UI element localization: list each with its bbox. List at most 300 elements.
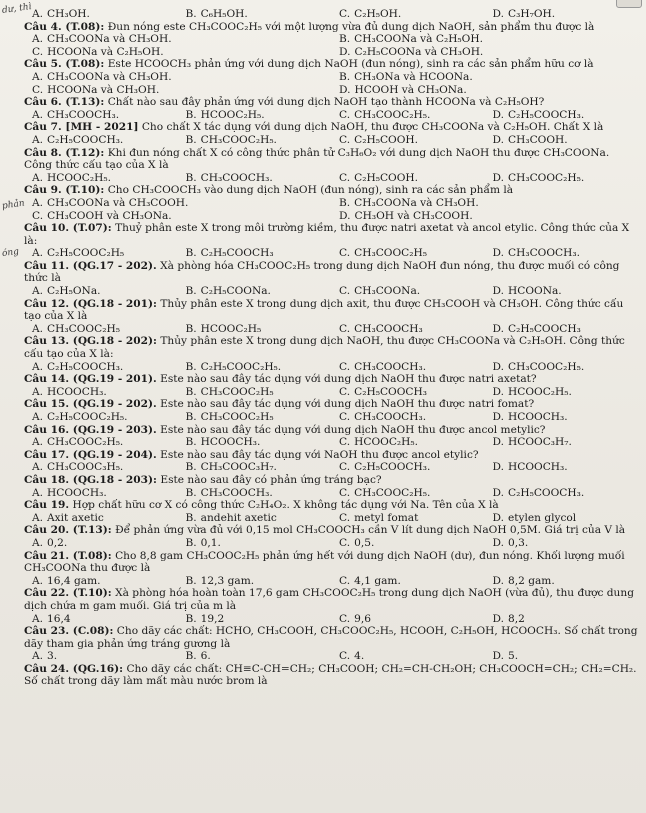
question-number: Câu 22. (T.10): <box>24 587 112 600</box>
answer-option[interactable] <box>24 323 178 336</box>
option-text: C₆H₅OH. <box>200 8 248 20</box>
question-number: Câu 23. (C.08): <box>24 625 114 638</box>
option-letter: D. <box>492 360 504 373</box>
question-item <box>24 58 638 96</box>
option-text: HCOOCH₃. <box>507 411 568 423</box>
answer-options <box>24 109 638 122</box>
question-number: Câu 12. (QG.18 - 201): <box>24 297 157 310</box>
answer-options <box>24 247 638 260</box>
answer-option[interactable] <box>331 33 638 46</box>
question-stem <box>24 260 638 285</box>
option-text: C₂H₅ONa. <box>47 285 101 298</box>
question-number: Câu 16. (QG.19 - 203). <box>24 423 157 436</box>
answer-options <box>24 613 638 626</box>
option-letter: A. <box>32 133 44 146</box>
answer-option[interactable] <box>24 285 178 298</box>
answer-option[interactable] <box>178 512 332 525</box>
answer-option[interactable] <box>24 361 178 374</box>
option-text: C₂H₅COOCH₃. <box>47 360 124 373</box>
question-item <box>24 550 638 588</box>
answer-option[interactable] <box>178 323 332 336</box>
option-letter: B. <box>185 574 197 587</box>
question-stem <box>24 121 638 134</box>
question-item <box>24 21 638 59</box>
question-stem <box>24 147 638 172</box>
option-letter: C. <box>339 133 351 146</box>
option-text: CH₃COONa và CH₃OH. <box>47 33 172 46</box>
option-letter: D. <box>492 411 504 423</box>
question-stem <box>24 96 638 109</box>
answer-options <box>24 461 638 474</box>
option-text: 0,1. <box>200 536 221 549</box>
answer-option[interactable] <box>331 172 485 185</box>
answer-option[interactable] <box>178 650 332 663</box>
option-text: CH₃COONa. <box>354 285 421 298</box>
answer-option[interactable] <box>24 172 178 185</box>
answer-option[interactable] <box>331 285 485 298</box>
option-text: CH₃COOC₂H₅. <box>47 436 124 449</box>
answer-option[interactable] <box>24 8 178 21</box>
corner-tab <box>616 0 642 8</box>
question-stem <box>24 663 638 688</box>
question-item <box>24 499 638 524</box>
option-text: 4,1 gam. <box>354 574 401 587</box>
option-text: HCOOCH₃. <box>47 385 107 398</box>
option-text: C₂H₅COOCH₃. <box>47 133 124 146</box>
answer-option[interactable] <box>24 134 178 147</box>
question-number: Câu 5. (T.08): <box>24 58 105 71</box>
answer-options <box>24 361 638 374</box>
answer-option[interactable] <box>178 386 332 399</box>
option-text: 19,2 <box>200 612 225 625</box>
answer-option[interactable] <box>24 411 178 424</box>
question-text: Este nào sau đây có phản ứng tráng bạc? <box>160 473 382 486</box>
option-text: C₂H₅COOC₂H₅. <box>47 411 128 423</box>
option-text: C₂H₅COOCH₃ <box>200 247 274 260</box>
question-stem <box>24 222 638 247</box>
answer-option[interactable] <box>331 487 485 500</box>
option-letter: D. <box>492 511 504 524</box>
answer-option[interactable] <box>485 436 639 449</box>
answer-option[interactable] <box>331 512 485 525</box>
option-text: C₂H₅COOCH₃ <box>354 385 428 398</box>
answer-options <box>24 33 638 58</box>
option-letter: B. <box>185 108 197 121</box>
option-text: HCOOCH₃. <box>47 486 107 499</box>
answer-option[interactable] <box>24 512 178 525</box>
question-number: Câu 19. <box>24 499 70 512</box>
option-text: 0,5. <box>354 536 375 549</box>
answer-option[interactable] <box>331 461 485 474</box>
answer-option[interactable] <box>485 172 639 185</box>
option-text: HCOOH và CH₃ONa. <box>354 83 467 96</box>
answer-option[interactable] <box>24 84 331 97</box>
option-text: CH₃COOCH₃. <box>200 171 273 184</box>
answer-option[interactable] <box>24 613 178 626</box>
option-letter: A. <box>32 196 44 209</box>
option-letter: B. <box>339 196 351 209</box>
option-text: HCOOC₂H₅ <box>200 322 262 335</box>
answer-option[interactable] <box>178 172 332 185</box>
option-text: C₂H₅COOCH₃ <box>507 322 581 335</box>
answer-option[interactable] <box>331 8 485 21</box>
answer-option[interactable] <box>178 361 332 374</box>
answer-option[interactable] <box>178 613 332 626</box>
answer-option[interactable] <box>24 46 331 59</box>
option-letter: A. <box>32 108 44 121</box>
answer-options <box>24 650 638 663</box>
option-letter: D. <box>492 612 504 625</box>
answer-options <box>24 487 638 500</box>
answer-option[interactable] <box>24 210 331 223</box>
answer-option[interactable] <box>178 436 332 449</box>
answer-option[interactable] <box>485 386 639 399</box>
option-letter: C. <box>339 612 351 625</box>
answer-options <box>24 8 638 21</box>
option-letter: A. <box>32 171 44 184</box>
option-letter: D. <box>492 285 504 298</box>
question-item <box>24 298 638 336</box>
option-letter: B. <box>339 70 351 83</box>
option-letter: C. <box>339 8 351 20</box>
option-text: CH₃OH. <box>47 8 90 20</box>
option-letter: A. <box>32 247 44 260</box>
option-letter: C. <box>32 209 44 222</box>
answer-option[interactable] <box>331 109 485 122</box>
margin-note-1: dư, thì <box>1 1 33 17</box>
option-letter: A. <box>32 70 44 83</box>
option-text: HCOONa và CH₃OH. <box>47 83 160 96</box>
answer-option[interactable] <box>24 247 178 260</box>
option-text: HCOOCH₃. <box>507 461 568 474</box>
option-text: 16,4 <box>47 612 71 625</box>
question-stem <box>24 335 638 360</box>
question-text: Cho chất X tác dụng với dung dịch NaOH, thu được CH₃COONa và C₂H₅OH. Chất X là <box>141 121 604 134</box>
question-stem <box>24 474 638 487</box>
option-text: etylen glycol <box>507 511 577 524</box>
answer-option[interactable] <box>485 134 639 147</box>
answer-option[interactable] <box>485 285 639 298</box>
option-letter: C. <box>339 650 351 663</box>
question-text: Đun nóng este CH₃COOC₂H₅ với một lượng vừa đủ dung dịch NaOH, sản phẩm thu được là <box>107 20 595 33</box>
question-number: Câu 15. (QG.19 - 202). <box>24 398 157 411</box>
option-letter: D. <box>492 461 504 474</box>
answer-option[interactable] <box>331 197 638 210</box>
option-text: 8,2 <box>507 612 525 625</box>
question-item <box>24 373 638 398</box>
option-letter: A. <box>32 436 44 449</box>
option-text: CH₃COOCH₃. <box>354 360 427 373</box>
question-list <box>24 8 638 688</box>
answer-option[interactable] <box>485 361 639 374</box>
question-item <box>24 663 638 688</box>
answer-option[interactable] <box>24 537 178 550</box>
question-text: Để phản ứng vừa đủ với 0,15 mol CH₃COOCH₃ cần V lít dung dịch NaOH 0,5M. Giá trị của V là <box>115 524 626 537</box>
option-letter: C. <box>339 486 351 499</box>
option-text: HCOONa. <box>507 285 562 298</box>
answer-option[interactable] <box>178 247 332 260</box>
option-letter: C. <box>339 247 351 260</box>
answer-option[interactable] <box>485 487 639 500</box>
option-letter: B. <box>185 322 197 335</box>
answer-option[interactable] <box>24 33 331 46</box>
answer-option[interactable] <box>24 386 178 399</box>
option-text: CH₃COOC₂H₅. <box>354 108 431 121</box>
question-item <box>24 8 638 21</box>
question-stem <box>24 184 638 197</box>
option-text: CH₃COOC₃H₅. <box>47 461 124 474</box>
option-text: C₃H₇OH. <box>507 8 556 20</box>
option-text: HCOOCH₃. <box>200 436 261 449</box>
option-letter: C. <box>339 411 351 423</box>
option-text: CH₃COOC₂H₅. <box>200 133 277 146</box>
question-text: Cho 8,8 gam CH₃COOC₂H₅ phản ứng hết với dung dịch NaOH (dư), đun nóng. Khối lượng muối CH₃COONa thu được là <box>24 549 625 575</box>
question-number: Câu 10. (T.07): <box>24 222 112 235</box>
option-text: CH₃COOCH₃ <box>354 322 423 335</box>
option-text: CH₃COONa và C₂H₅OH. <box>354 33 483 46</box>
option-letter: D. <box>492 574 504 587</box>
option-letter: C. <box>32 83 44 96</box>
answer-option[interactable] <box>485 8 639 21</box>
answer-option[interactable] <box>178 134 332 147</box>
option-text: 4. <box>354 650 365 663</box>
option-letter: A. <box>32 285 44 298</box>
answer-option[interactable] <box>331 575 485 588</box>
question-text: Thuỷ phân este X trong môi trường kiềm, thu được natri axetat và ancol etylic. Công thức của X là: <box>24 222 630 247</box>
question-stem <box>24 499 638 512</box>
answer-option[interactable] <box>178 109 332 122</box>
answer-option[interactable] <box>485 537 639 550</box>
answer-option[interactable] <box>178 575 332 588</box>
answer-option[interactable] <box>485 512 639 525</box>
option-text: CH₃COOC₂H₅. <box>507 171 585 184</box>
question-stem <box>24 587 638 612</box>
question-stem <box>24 373 638 386</box>
option-text: C₂H₅COOCH₃. <box>507 108 585 121</box>
question-item <box>24 147 638 185</box>
option-letter: A. <box>32 8 44 20</box>
question-number: Câu 21. (T.08): <box>24 549 112 562</box>
question-item <box>24 96 638 121</box>
question-text: Este nào sau đây tác dụng với dung dịch NaOH thu được natri axetat? <box>160 373 537 386</box>
answer-options <box>24 134 638 147</box>
answer-option[interactable] <box>24 461 178 474</box>
question-text: Khi đun nóng chất X có công thức phân tử C₃H₆O₂ với dung dịch NaOH thu được CH₃COONa. Công thức cấu tạo của X là <box>24 146 610 172</box>
option-text: metyl fomat <box>354 511 419 524</box>
answer-option[interactable] <box>24 487 178 500</box>
option-text: CH₃COOC₂H₅. <box>507 360 585 373</box>
option-text: C₂H₅COOH. <box>354 171 419 184</box>
answer-option[interactable] <box>331 650 485 663</box>
option-letter: D. <box>339 209 351 222</box>
question-text: Cho CH₃COOCH₃ vào dung dịch NaOH (đun nóng), sinh ra các sản phẩm là <box>107 184 514 197</box>
option-letter: D. <box>339 83 351 96</box>
answer-option[interactable] <box>485 613 639 626</box>
option-letter: D. <box>492 322 504 335</box>
question-text: Este HCOOCH₃ phản ứng với dung dịch NaOH (đun nóng), sinh ra các sản phẩm hữu cơ là <box>107 58 594 71</box>
option-text: C₂H₅COOC₂H₅. <box>200 360 282 373</box>
option-letter: A. <box>32 536 44 549</box>
answer-option[interactable] <box>331 361 485 374</box>
answer-option[interactable] <box>331 46 638 59</box>
question-number: Câu 4. (T.08): <box>24 20 105 33</box>
answer-option[interactable] <box>485 411 639 424</box>
answer-option[interactable] <box>485 650 639 663</box>
question-item <box>24 184 638 222</box>
option-letter: A. <box>32 650 44 663</box>
answer-options <box>24 285 638 298</box>
answer-option[interactable] <box>178 411 332 424</box>
option-letter: B. <box>185 285 197 298</box>
question-stem <box>24 58 638 71</box>
question-item <box>24 474 638 499</box>
answer-options <box>24 172 638 185</box>
answer-option[interactable] <box>485 461 639 474</box>
answer-option[interactable] <box>178 285 332 298</box>
option-letter: C. <box>339 171 351 184</box>
question-stem <box>24 524 638 537</box>
answer-option[interactable] <box>485 323 639 336</box>
question-text: Este nào sau đây tác dụng với NaOH thu được ancol etylic? <box>160 448 479 461</box>
option-text: CH₃COOC₂H₅ <box>200 385 274 398</box>
answer-options <box>24 411 638 424</box>
question-text: Este nào sau đây tác dụng với dung dịch NaOH thu được ancol metylic? <box>160 423 546 436</box>
option-letter: A. <box>32 461 44 474</box>
option-text: CH₃COOCH₃. <box>200 486 273 499</box>
option-letter: B. <box>185 411 197 423</box>
option-letter: A. <box>32 360 44 373</box>
answer-option[interactable] <box>178 8 332 21</box>
option-text: 16,4 gam. <box>47 574 101 587</box>
answer-option[interactable] <box>331 323 485 336</box>
question-stem <box>24 298 638 323</box>
answer-option[interactable] <box>331 84 638 97</box>
option-letter: D. <box>492 536 504 549</box>
answer-option[interactable] <box>24 71 331 84</box>
answer-option[interactable] <box>331 613 485 626</box>
question-text: Xà phòng hóa hoàn toàn 17,6 gam CH₃COOC₂H₅ trong dung dịch NaOH (vừa đủ), thu được dung dịch chứa m gam muối. Giá trị của m là <box>24 587 634 612</box>
option-text: C₂H₅COONa và CH₃OH. <box>354 45 484 58</box>
question-text: Thủy phân este X trong dung dịch axit, thu được CH₃COOH và CH₃OH. Công thức cấu tạo của X là <box>24 297 624 323</box>
option-text: CH₃COOC₂H₅ <box>200 411 274 423</box>
answer-option[interactable] <box>331 386 485 399</box>
question-number: Câu 24. (QG.16): <box>24 662 124 675</box>
question-text: Este nào sau đây tác dụng với dung dịch NaOH thu được natri fomat? <box>160 398 535 411</box>
answer-options <box>24 197 638 222</box>
option-text: 0,2. <box>47 536 68 549</box>
question-stem <box>24 550 638 575</box>
answer-option[interactable] <box>24 650 178 663</box>
question-item <box>24 449 638 474</box>
option-letter: B. <box>185 8 197 20</box>
answer-option[interactable] <box>485 575 639 588</box>
answer-options <box>24 436 638 449</box>
question-stem <box>24 625 638 650</box>
option-letter: A. <box>32 511 44 524</box>
option-letter: C. <box>339 511 351 524</box>
option-letter: C. <box>339 108 351 121</box>
option-letter: D. <box>492 650 504 663</box>
option-letter: C. <box>339 574 351 587</box>
question-text: Chất nào sau đây phản ứng với dung dịch NaOH tạo thành HCOONa và C₂H₅OH? <box>107 96 545 109</box>
option-text: CH₃COONa và CH₃OH. <box>47 70 172 83</box>
option-letter: C. <box>339 461 351 474</box>
question-item <box>24 121 638 146</box>
answer-option[interactable] <box>331 247 485 260</box>
option-letter: C. <box>339 436 351 449</box>
question-text: Thủy phân este X trong dung dịch NaOH, thu được CH₃COONa và C₂H₅OH. Công thức cấu tạo của X là: <box>24 335 625 361</box>
option-letter: D. <box>492 133 504 146</box>
option-letter: A. <box>32 574 44 587</box>
option-letter: C. <box>339 322 351 335</box>
option-letter: B. <box>185 247 197 260</box>
answer-option[interactable] <box>331 134 485 147</box>
answer-option[interactable] <box>485 247 639 260</box>
option-text: CH₃COOC₂H₅ <box>47 322 120 335</box>
question-stem <box>24 398 638 411</box>
question-stem <box>24 449 638 462</box>
option-letter: D. <box>492 247 504 260</box>
question-number: Câu 11. (QG.17 - 202). <box>24 259 157 272</box>
option-text: CH₃OH và CH₃COOH. <box>354 209 473 222</box>
option-letter: C. <box>339 536 351 549</box>
answer-option[interactable] <box>178 461 332 474</box>
option-text: CH₃COONa và CH₃OH. <box>354 196 479 209</box>
option-letter: D. <box>339 45 351 58</box>
option-text: C₂H₅COOC₂H₅ <box>47 247 125 260</box>
option-text: C₂H₅COOCH₃. <box>354 461 431 474</box>
answer-option[interactable] <box>178 487 332 500</box>
answer-option[interactable] <box>331 210 638 223</box>
margin-note-2: phản <box>1 198 26 212</box>
answer-options <box>24 512 638 525</box>
answer-option[interactable] <box>331 436 485 449</box>
question-number: Câu 17. (QG.19 - 204). <box>24 448 157 461</box>
question-item <box>24 260 638 298</box>
question-stem <box>24 21 638 34</box>
option-text: CH₃COOCH₃. <box>47 108 120 121</box>
answer-options <box>24 537 638 550</box>
question-text: Hợp chất hữu cơ X có công thức C₂H₄O₂. X không tác dụng với Na. Tên của X là <box>72 499 499 512</box>
option-letter: B. <box>339 33 351 46</box>
option-text: HCOOC₂H₅. <box>200 108 265 121</box>
answer-option[interactable] <box>24 197 331 210</box>
question-number: Câu 13. (QG.18 - 202): <box>24 335 157 348</box>
option-text: CH₃ONa và HCOONa. <box>354 70 473 83</box>
option-text: 3. <box>47 650 58 663</box>
option-text: CH₃COOH và CH₃ONa. <box>47 209 172 222</box>
answer-options <box>24 386 638 399</box>
question-text: Cho dãy các chất: CH≡C-CH=CH₂; CH₃COOH; CH₂=CH-CH₂OH; CH₃COOCH=CH₂; CH₂=CH₂. Số chất trong dãy làm mất màu nước brom là <box>24 662 637 688</box>
answer-option[interactable] <box>178 537 332 550</box>
option-text: 8,2 gam. <box>507 574 555 587</box>
option-letter: B. <box>185 385 197 398</box>
answer-option[interactable] <box>24 109 178 122</box>
answer-option[interactable] <box>331 411 485 424</box>
answer-option[interactable] <box>24 436 178 449</box>
answer-options <box>24 323 638 336</box>
answer-option[interactable] <box>485 109 639 122</box>
option-text: CH₃COONa và CH₃COOH. <box>47 196 189 209</box>
option-text: HCOOC₂H₅. <box>507 385 572 398</box>
question-item <box>24 222 638 260</box>
answer-option[interactable] <box>331 71 638 84</box>
answer-option[interactable] <box>331 537 485 550</box>
option-letter: D. <box>492 436 504 449</box>
option-text: CH₃COOCH₃. <box>507 247 581 260</box>
question-item <box>24 587 638 625</box>
answer-option[interactable] <box>24 575 178 588</box>
